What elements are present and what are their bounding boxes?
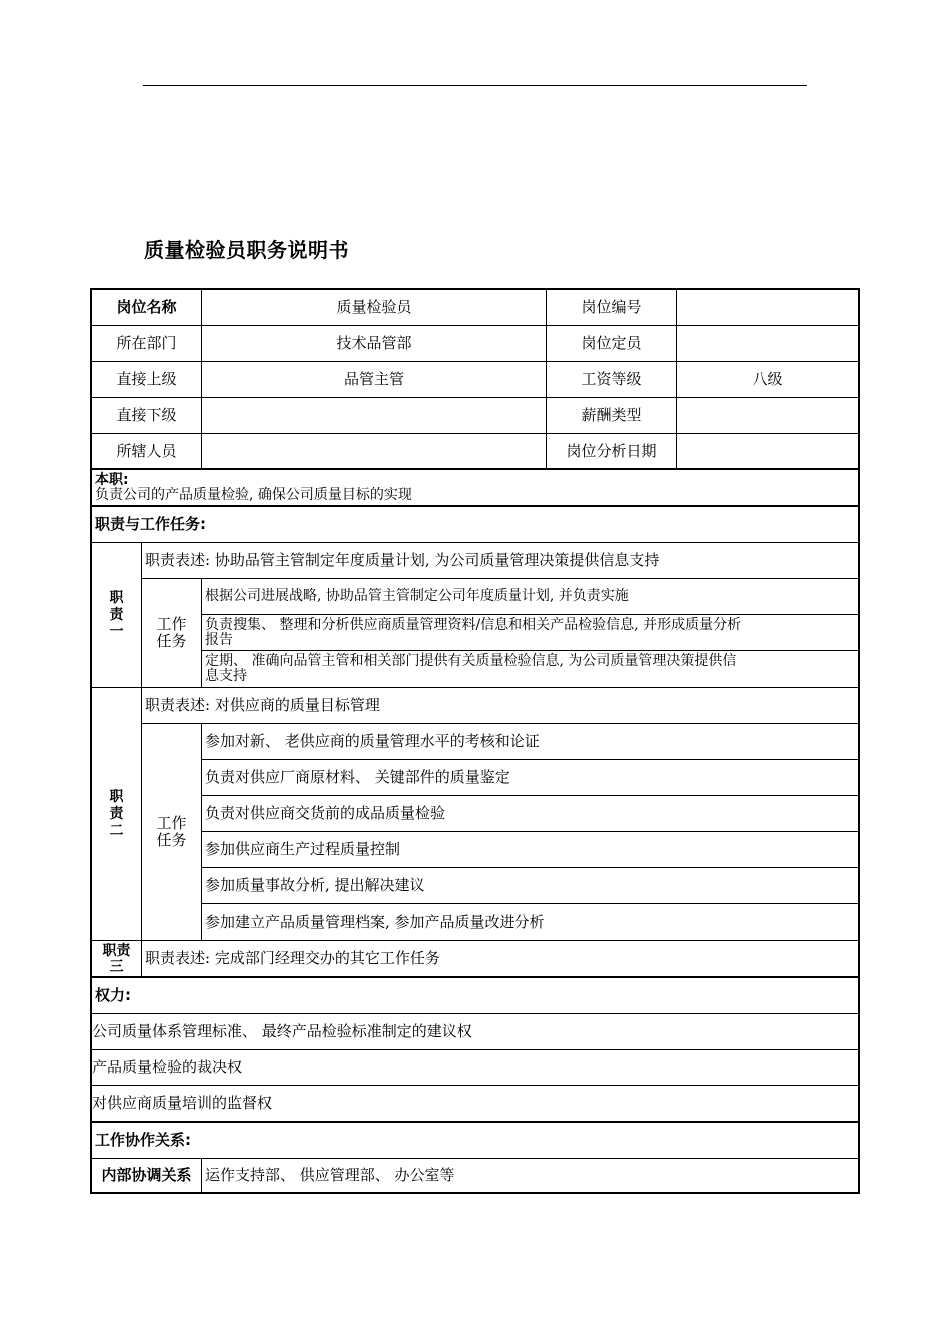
staff-label: 所辖人员 [92, 434, 202, 470]
quota-label: 岗位定员 [547, 326, 677, 362]
salary-grade-value: 八级 [677, 362, 858, 398]
duty2-task: 参加建立产品质量管理档案, 参加产品质量改进分析 [202, 904, 858, 941]
authority-item: 公司质量体系管理标准、 最终产品检验标准制定的建议权 [92, 1014, 858, 1050]
duty2-task: 参加质量事故分析, 提出解决建议 [202, 868, 858, 904]
quota-value [677, 326, 858, 362]
post-name-label: 岗位名称 [92, 290, 202, 326]
task-label-line: 工作 [156, 814, 187, 832]
duty1-label [92, 543, 142, 688]
task-line: 负责搜集、 整理和分析供应商质量管理资料/信息和相关产品检验信息, 并形成质量分析 [205, 616, 742, 633]
superior-value: 品管主管 [202, 362, 547, 398]
header-rule [143, 85, 807, 86]
analysis-date-value [677, 434, 858, 470]
task-label-line: 任务 [156, 831, 187, 849]
duties-heading: 职责与工作任务: [92, 507, 858, 543]
duty2-label-line: 二 [109, 822, 124, 839]
post-code-label: 岗位编号 [547, 290, 677, 326]
duty1-description: 职责表述: 协助品管主管制定年度质量计划, 为公司质量管理决策提供信息支持 [142, 543, 858, 579]
duty1-task: 根据公司进展战略, 协助品管主管制定公司年度质量计划, 并负责实施 [202, 579, 858, 615]
document-title: 质量检验员职务说明书 [144, 238, 349, 262]
duty1-label-line: 一 [109, 623, 124, 640]
summary-section [92, 470, 858, 507]
subordinate-label: 直接下级 [92, 398, 202, 434]
summary-text: 负责公司的产品质量检验, 确保公司质量目标的实现 [95, 486, 412, 503]
job-description-table [90, 288, 860, 1194]
department-label: 所在部门 [92, 326, 202, 362]
internal-relations-value: 运作支持部、 供应管理部、 办公室等 [205, 1166, 455, 1184]
duty2-task-label [142, 724, 202, 941]
duty3-label [92, 941, 142, 978]
post-code-value [677, 290, 858, 326]
task-line: 报告 [205, 631, 233, 648]
authority-item: 对供应商质量培训的监督权 [92, 1086, 858, 1123]
summary-label: 本职: [95, 471, 129, 488]
authority-item: 产品质量检验的裁决权 [92, 1050, 858, 1086]
duty1-task-label [142, 579, 202, 688]
post-name-value: 质量检验员 [202, 290, 547, 326]
pay-type-label: 薪酬类型 [547, 398, 677, 434]
task-line: 息支持 [205, 668, 247, 684]
duty2-label-line: 职 [109, 788, 124, 805]
salary-grade-label: 工资等级 [547, 362, 677, 398]
analysis-date-label: 岗位分析日期 [547, 434, 677, 470]
duty2-task: 参加对新、 老供应商的质量管理水平的考核和论证 [202, 724, 858, 760]
duty3-label-line: 三 [109, 958, 124, 975]
department-value: 技术品管部 [202, 326, 547, 362]
duty1-label-line: 职 [109, 589, 124, 606]
authority-heading: 权力: [92, 978, 858, 1014]
duty1-label-line: 责 [109, 606, 124, 623]
task-line: 定期、 准确向品管主管和相关部门提供有关质量检验信息, 为公司质量管理决策提供信 [205, 653, 737, 669]
subordinate-value [202, 398, 547, 434]
duty2-task: 参加供应商生产过程质量控制 [202, 832, 858, 868]
duty2-task: 负责对供应厂商原材料、 关键部件的质量鉴定 [202, 760, 858, 796]
duty1-task [202, 651, 858, 688]
task-label-line: 任务 [156, 632, 187, 650]
staff-value [202, 434, 547, 470]
duty3-label-line: 职责 [102, 942, 131, 959]
task-label-line: 工作 [156, 615, 187, 633]
duty2-label-line: 责 [109, 805, 124, 822]
internal-relations-label: 内部协调关系 [92, 1159, 202, 1192]
duty2-task: 负责对供应商交货前的成品质量检验 [202, 796, 858, 832]
pay-type-value [677, 398, 858, 434]
superior-label: 直接上级 [92, 362, 202, 398]
duty1-task [202, 615, 858, 651]
relations-heading: 工作协作关系: [92, 1123, 858, 1159]
duty3-description: 职责表述: 完成部门经理交办的其它工作任务 [142, 941, 858, 978]
duty2-label [92, 688, 142, 941]
duty2-description: 职责表述: 对供应商的质量目标管理 [142, 688, 858, 724]
